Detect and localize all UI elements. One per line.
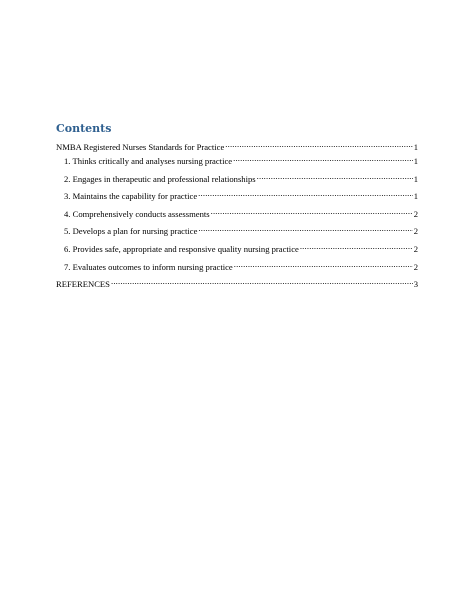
toc-dot-leader	[257, 171, 413, 182]
toc-page-number: 1	[413, 173, 418, 184]
toc-entry-standard-1[interactable]	[56, 153, 418, 164]
toc-dot-leader	[111, 276, 413, 287]
toc-entry-title: 4. Comprehensively conducts assessments	[64, 208, 210, 219]
toc-entry-nmba-standards[interactable]	[56, 139, 418, 150]
toc-page-number: 1	[413, 191, 418, 202]
toc-dot-leader	[211, 206, 413, 217]
toc-entry-standard-7[interactable]	[56, 259, 418, 270]
toc-entry-standard-5[interactable]	[56, 223, 418, 237]
toc-dot-leader	[233, 153, 413, 164]
toc-entry-references[interactable]	[56, 276, 418, 290]
toc-page-number: 3	[413, 279, 418, 290]
toc-entry-standard-6[interactable]	[56, 241, 418, 252]
toc-entry-title: 2. Engages in therapeutic and professional relationships	[64, 173, 256, 184]
toc-entry-standard-4[interactable]	[56, 206, 418, 217]
toc-entry-standard-3[interactable]	[56, 188, 418, 202]
toc-entry-title: 5. Develops a plan for nursing practice	[64, 226, 198, 237]
toc-heading: Contents	[56, 122, 112, 135]
toc-page-number: 2	[413, 226, 418, 237]
toc-dot-leader	[225, 139, 412, 150]
toc-entry-title: NMBA Registered Nurses Standards for Practice	[56, 142, 225, 152]
toc-dot-leader	[198, 188, 413, 199]
toc-entry-title: 3. Maintains the capability for practice	[64, 191, 198, 202]
toc-entry-standard-2[interactable]	[56, 171, 418, 182]
toc-entry-title: REFERENCES	[56, 279, 110, 290]
toc-entry-title: 6. Provides safe, appropriate and responsive quality nursing practice	[64, 243, 299, 254]
toc-entry-list	[56, 139, 418, 290]
toc-page-number: 2	[413, 243, 418, 254]
toc-page-number: 1	[413, 142, 418, 152]
toc-dot-leader	[198, 223, 412, 234]
toc-page-number: 2	[413, 208, 418, 219]
toc-dot-leader	[300, 241, 413, 252]
toc-dot-leader	[234, 259, 413, 270]
toc-entry-title: 1. Thinks critically and analyses nursing practice	[64, 156, 233, 166]
toc-page-number: 2	[413, 261, 418, 272]
table-of-contents	[56, 122, 418, 293]
toc-page-number: 1	[413, 156, 418, 166]
toc-entry-title: 7. Evaluates outcomes to inform nursing practice	[64, 261, 233, 272]
